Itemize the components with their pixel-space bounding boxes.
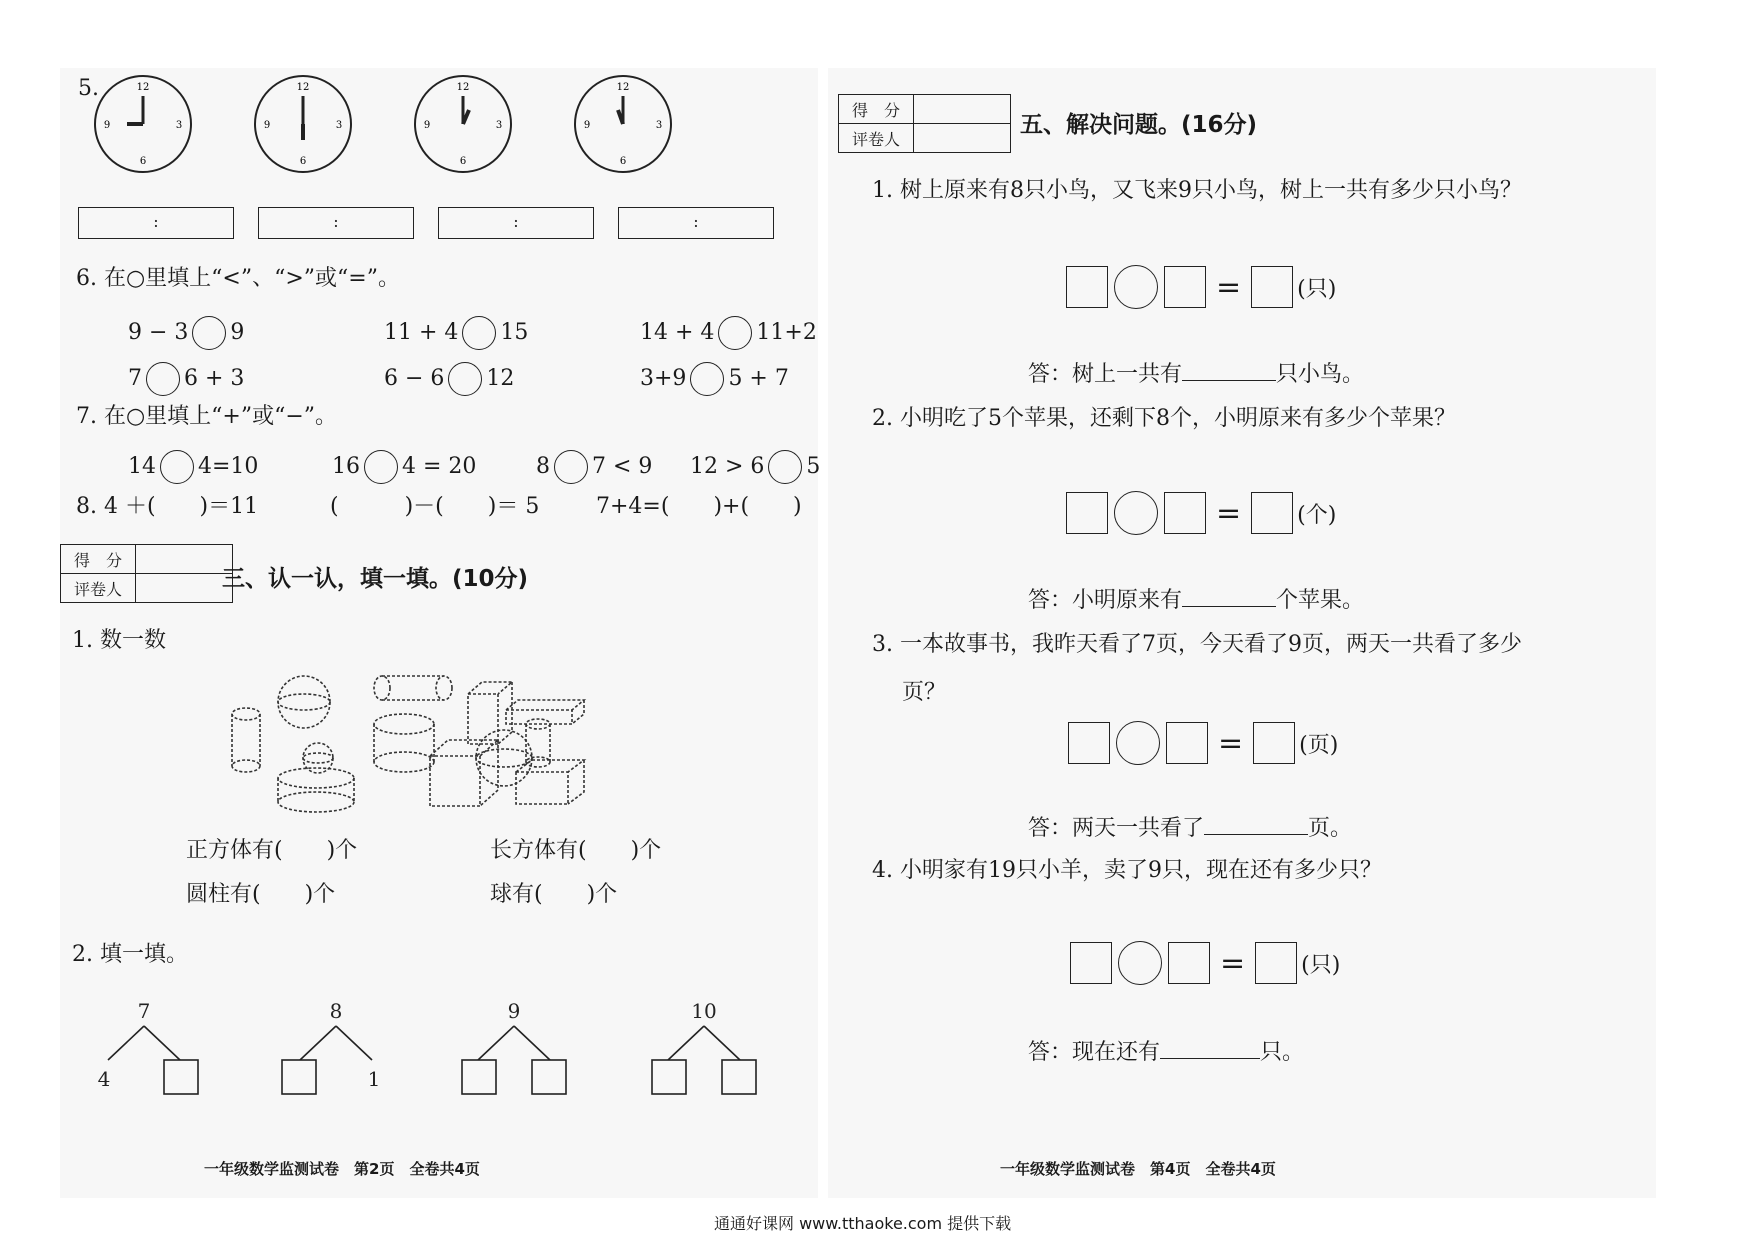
operator-circle[interactable] bbox=[1116, 721, 1160, 765]
q6-title: 6. 在○里填上“<”、“>”或“=”。 bbox=[76, 266, 400, 291]
clock-1-num-9: 9 bbox=[103, 120, 111, 131]
operator-circle[interactable] bbox=[364, 450, 398, 484]
q6-right-operand: 11+2 bbox=[756, 320, 817, 345]
problem-4-question: 4. 小明家有19只小羊，卖了9只，现在还有多少只？ bbox=[872, 858, 1382, 883]
q8-item-1: 8. 4 ＋( )＝11 bbox=[76, 494, 259, 519]
compare-circle[interactable] bbox=[690, 362, 724, 396]
clock-2-num-12: 12 bbox=[296, 82, 310, 93]
compare-circle[interactable] bbox=[192, 316, 226, 350]
clock-3 bbox=[415, 76, 511, 172]
operand-box[interactable] bbox=[1166, 722, 1208, 764]
tree-8-left-box[interactable] bbox=[282, 1060, 316, 1094]
problem-1-answer: 答：树上一共有 只小鸟。 bbox=[1028, 362, 1365, 387]
q7-left: 16 bbox=[332, 454, 360, 479]
result-box[interactable] bbox=[1255, 942, 1297, 984]
grader-cell[interactable] bbox=[136, 574, 233, 603]
q8-item-2: ( )－( )＝ 5 bbox=[330, 494, 540, 519]
time-answer-box-4[interactable]: : bbox=[618, 207, 774, 239]
q6-left-operand: 11 + 4 bbox=[384, 320, 459, 345]
cylinder-wide bbox=[278, 768, 354, 812]
clock-4-num-9: 9 bbox=[583, 120, 591, 131]
q7-right: 4=10 bbox=[198, 454, 259, 479]
score-cell[interactable] bbox=[914, 95, 1011, 124]
answer-blank[interactable] bbox=[1160, 1040, 1260, 1059]
clock-1-num-6: 6 bbox=[139, 156, 147, 167]
clock-1-num-3: 3 bbox=[175, 120, 183, 131]
clock-4-num-3: 3 bbox=[655, 120, 663, 131]
tree-9-right-box[interactable] bbox=[532, 1060, 566, 1094]
q7-right: 7 < 9 bbox=[592, 454, 653, 479]
q7-right: 4 = 20 bbox=[402, 454, 477, 479]
clock-3-num-9: 9 bbox=[423, 120, 431, 131]
right-page-footer: 一年级数学监测试卷 第4页 全卷共4页 bbox=[1000, 1160, 1276, 1178]
q7-item bbox=[536, 450, 652, 484]
download-credit: 通通好课网 www.tthaoke.com 提供下载 bbox=[714, 1214, 1012, 1233]
q6-left-operand: 3+9 bbox=[640, 366, 687, 391]
tree-7-left: 4 bbox=[97, 1067, 111, 1091]
solid-shapes-figure bbox=[220, 666, 660, 816]
q8-item-3: 7+4=( )+( ) bbox=[596, 494, 802, 519]
clock-1 bbox=[95, 76, 191, 172]
time-answer-box-3[interactable]: : bbox=[438, 207, 594, 239]
cuboid-right bbox=[516, 760, 584, 804]
time-answer-box-1[interactable]: : bbox=[78, 207, 234, 239]
compare-circle[interactable] bbox=[462, 316, 496, 350]
unit-label: (只) bbox=[1301, 952, 1341, 978]
section5-title: 五、解决问题。(16分) bbox=[1020, 112, 1258, 138]
section3-q1-title: 1. 数一数 bbox=[72, 628, 166, 653]
q7-right: 5 bbox=[806, 454, 821, 479]
compare-circle[interactable] bbox=[718, 316, 752, 350]
q6-right-operand: 9 bbox=[230, 320, 245, 345]
q7-left: 12 > 6 bbox=[690, 454, 765, 479]
cube-count: 正方体有( )个 bbox=[186, 838, 358, 863]
section3-title: 三、认一认，填一填。(10分) bbox=[222, 566, 529, 592]
clock-4-num-6: 6 bbox=[619, 156, 627, 167]
score-cell[interactable] bbox=[136, 545, 233, 574]
tree-9-left-box[interactable] bbox=[462, 1060, 496, 1094]
clock-1-num-12: 12 bbox=[136, 82, 150, 93]
q6-item bbox=[384, 362, 514, 396]
operator-circle[interactable] bbox=[554, 450, 588, 484]
q6-item bbox=[128, 316, 244, 350]
tree-8 bbox=[282, 1000, 380, 1094]
sphere-count: 球有( )个 bbox=[490, 882, 618, 907]
tree-10 bbox=[652, 1000, 756, 1094]
answer-blank[interactable] bbox=[1204, 816, 1308, 835]
operator-circle[interactable] bbox=[1114, 265, 1158, 309]
tree-8-right: 1 bbox=[367, 1067, 381, 1091]
q7-left: 8 bbox=[536, 454, 550, 479]
grader-label: 评卷人 bbox=[61, 574, 136, 603]
operand-box[interactable] bbox=[1068, 722, 1110, 764]
score-label: 得 分 bbox=[839, 95, 914, 124]
clock-2-num-3: 3 bbox=[335, 120, 343, 131]
result-box[interactable] bbox=[1253, 722, 1295, 764]
q7-title: 7. 在○里填上“+”或“−”。 bbox=[76, 404, 338, 429]
problem-2-equation bbox=[1066, 492, 1336, 534]
q7-item bbox=[690, 450, 820, 484]
problem-2-answer: 答：小明原来有 个苹果。 bbox=[1028, 588, 1365, 613]
problem-4-answer: 答：现在还有 只。 bbox=[1028, 1040, 1305, 1065]
number-bond-trees bbox=[90, 1000, 830, 1110]
clock-3-num-3: 3 bbox=[495, 120, 503, 131]
compare-circle[interactable] bbox=[146, 362, 180, 396]
operand-box[interactable] bbox=[1066, 492, 1108, 534]
left-page-footer: 一年级数学监测试卷 第2页 全卷共4页 bbox=[204, 1160, 480, 1178]
operator-circle[interactable] bbox=[160, 450, 194, 484]
q6-item bbox=[640, 316, 817, 350]
clock-2-num-9: 9 bbox=[263, 120, 271, 131]
result-box[interactable] bbox=[1251, 266, 1293, 308]
q7-item bbox=[332, 450, 476, 484]
q6-item bbox=[640, 362, 789, 396]
tree-9 bbox=[462, 1000, 566, 1094]
q6-right-operand: 6 + 3 bbox=[184, 366, 245, 391]
operand-box[interactable] bbox=[1168, 942, 1210, 984]
tree-7-right-box[interactable] bbox=[164, 1060, 198, 1094]
answer-blank[interactable] bbox=[1182, 588, 1276, 607]
tree-7-top: 7 bbox=[137, 1000, 151, 1023]
q6-right-operand: 5 + 7 bbox=[728, 366, 789, 391]
clock-2 bbox=[255, 76, 351, 172]
q6-left-operand: 14 + 4 bbox=[640, 320, 715, 345]
q6-left-operand: 9 − 3 bbox=[128, 320, 189, 345]
cuboid-count: 长方体有( )个 bbox=[490, 838, 662, 863]
operand-box[interactable] bbox=[1164, 266, 1206, 308]
tree-10-top: 10 bbox=[691, 1000, 717, 1023]
time-answer-box-2[interactable]: : bbox=[258, 207, 414, 239]
operator-circle[interactable] bbox=[768, 450, 802, 484]
problem-3-equation bbox=[1068, 722, 1338, 764]
right-score-table bbox=[838, 94, 1011, 153]
q6-left-operand: 6 − 6 bbox=[384, 366, 445, 391]
equals-sign: = bbox=[1216, 269, 1242, 305]
problem-3-question-cont: 页？ bbox=[902, 680, 947, 705]
sphere-top bbox=[278, 676, 330, 728]
q6-item bbox=[384, 316, 528, 350]
q6-left-operand: 7 bbox=[128, 366, 142, 391]
tree-10-left-box[interactable] bbox=[652, 1060, 686, 1094]
unit-label: (只) bbox=[1297, 276, 1337, 302]
operand-box[interactable] bbox=[1066, 266, 1108, 308]
compare-circle[interactable] bbox=[448, 362, 482, 396]
clock-row bbox=[70, 74, 720, 184]
problem-3-question: 3. 一本故事书，我昨天看了7页，今天看了9页，两天一共看了多少 bbox=[872, 632, 1522, 657]
result-box[interactable] bbox=[1251, 492, 1293, 534]
clock-3-num-12: 12 bbox=[456, 82, 470, 93]
cylinder-count: 圆柱有( )个 bbox=[186, 882, 336, 907]
equals-sign: = bbox=[1218, 725, 1244, 761]
grader-cell[interactable] bbox=[914, 124, 1011, 153]
unit-label: (页) bbox=[1299, 732, 1339, 758]
cylinder-small bbox=[232, 708, 260, 772]
grader-label: 评卷人 bbox=[839, 124, 914, 153]
unit-label: (个) bbox=[1297, 502, 1337, 528]
left-score-table bbox=[60, 544, 233, 603]
q6-item bbox=[128, 362, 244, 396]
tree-7 bbox=[98, 1000, 198, 1094]
clock-4-num-12: 12 bbox=[616, 82, 630, 93]
operator-circle[interactable] bbox=[1118, 941, 1162, 985]
tree-9-top: 9 bbox=[507, 1000, 521, 1023]
clock-4 bbox=[575, 76, 671, 172]
equals-sign: = bbox=[1220, 945, 1246, 981]
problem-1-equation bbox=[1066, 266, 1336, 308]
cylinder-lying bbox=[374, 676, 452, 700]
q7-left: 14 bbox=[128, 454, 156, 479]
section3-q2-title: 2. 填一填。 bbox=[72, 942, 188, 967]
cylinder-medium bbox=[374, 714, 434, 772]
problem-1-question: 1. 树上原来有8只小鸟，又飞来9只小鸟，树上一共有多少只小鸟？ bbox=[872, 178, 1522, 203]
operand-box[interactable] bbox=[1164, 492, 1206, 534]
q7-item bbox=[128, 450, 258, 484]
problem-2-question: 2. 小明吃了5个苹果，还剩下8个，小明原来有多少个苹果？ bbox=[872, 406, 1456, 431]
problem-4-equation bbox=[1070, 942, 1340, 984]
cuboid-flat bbox=[506, 700, 584, 724]
score-label: 得 分 bbox=[61, 545, 136, 574]
q6-right-operand: 15 bbox=[500, 320, 529, 345]
operator-circle[interactable] bbox=[1114, 491, 1158, 535]
problem-3-answer: 答：两天一共看了 页。 bbox=[1028, 816, 1353, 841]
q6-right-operand: 12 bbox=[486, 366, 515, 391]
tree-8-top: 8 bbox=[329, 1000, 343, 1023]
clock-3-num-6: 6 bbox=[459, 156, 467, 167]
clock-2-num-6: 6 bbox=[299, 156, 307, 167]
q5-number: 5. bbox=[78, 76, 99, 101]
equals-sign: = bbox=[1216, 495, 1242, 531]
answer-blank[interactable] bbox=[1182, 362, 1276, 381]
operand-box[interactable] bbox=[1070, 942, 1112, 984]
tree-10-right-box[interactable] bbox=[722, 1060, 756, 1094]
